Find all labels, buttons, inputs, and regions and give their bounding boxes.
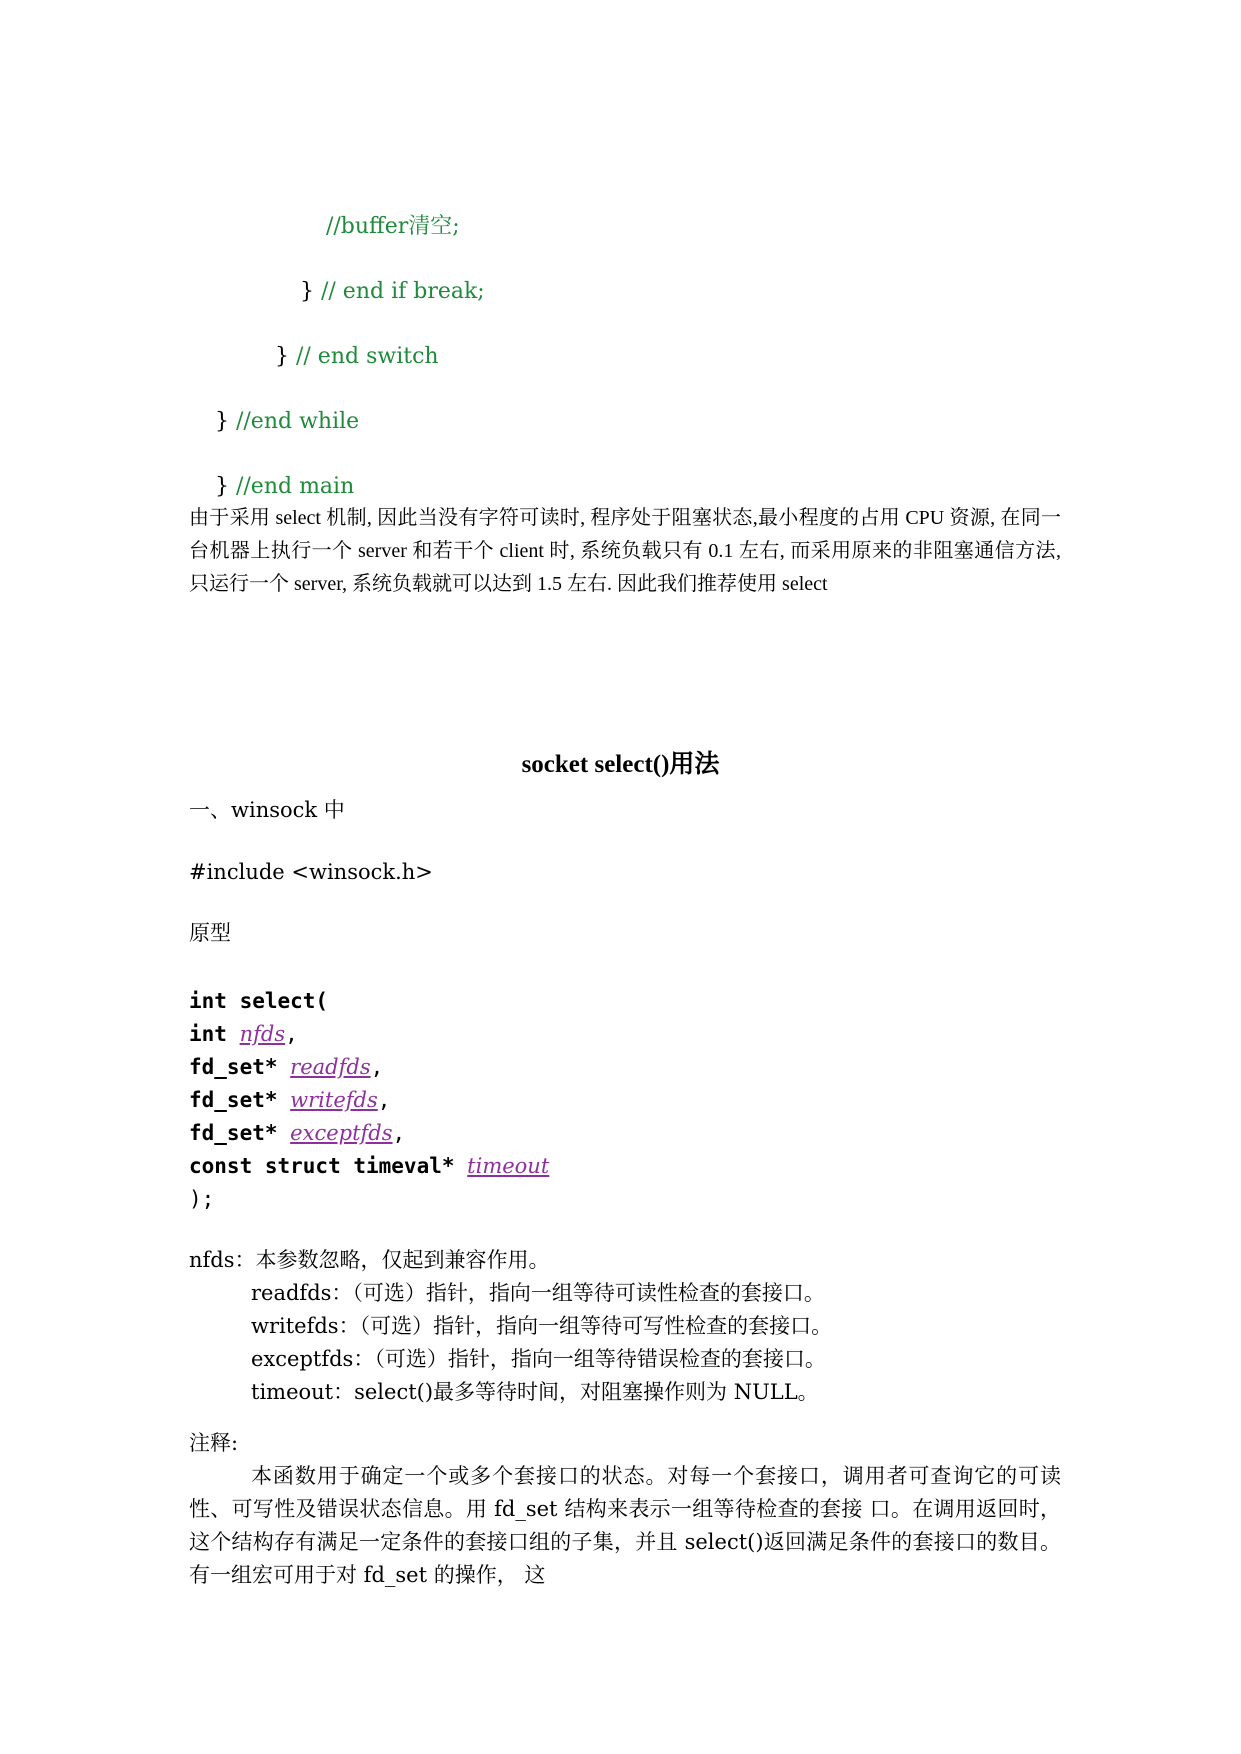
prototype-close: ); [189,1187,215,1211]
code-comment: // end if break; [320,279,485,304]
param-desc-nfds: nfds：本参数忽略，仅起到兼容作用。 [189,1248,550,1272]
prototype-label: 原型 [189,921,231,945]
param-desc-writefds: writefds：（可选）指针，指向一组等待可写性检查的套接口。 [251,1314,833,1338]
arg-type: const struct timeval* [189,1154,455,1178]
prototype-arg [189,1150,549,1183]
arg-name-link[interactable]: nfds [239,1022,286,1046]
prototype-arg [189,1117,549,1150]
prototype-arg [189,1051,549,1084]
parameter-list [189,1244,832,1409]
arg-type: fd_set* [189,1055,278,1079]
code-comment: //buffer清空; [325,214,460,239]
arg-name-link[interactable]: timeout [467,1154,550,1178]
param-desc-exceptfds: exceptfds：（可选）指针，指向一组等待错误检查的套接口。 [251,1347,826,1371]
prototype-arg [189,1018,549,1051]
function-prototype [189,985,549,1216]
code-comment: //end main [235,474,355,499]
notes-label: 注释: [189,1431,239,1455]
code-comment: // end switch [295,344,439,369]
notes-body: 本函数用于确定一个或多个套接口的状态。对每一个套接口，调用者可查询它的可读性、可写性及错误状态信息。用 fd_set 结构来表示一组等待检查的套接 口。在调用返回时，这个结构存有满足一定条件的套接口组的子集，并且 select()返回满足条件的套接口的数目。有一组宏可用于对 fd_set 的操作， 这 [189,1464,1061,1587]
arg-name-link[interactable]: readfds [290,1055,371,1079]
code-brace: } [214,474,229,499]
arg-sep: , [285,1022,298,1046]
prototype-open: int select( [189,989,329,1013]
arg-name-link[interactable]: exceptfds [290,1121,393,1145]
code-brace: } [274,344,289,369]
code-brace: } [299,279,314,304]
arg-sep: , [370,1055,384,1079]
arg-sep: , [392,1121,406,1145]
prototype-arg [189,1084,549,1117]
notes-section [189,1427,1061,1592]
subsection-heading: 一、winsock 中 [189,798,345,822]
param-desc-timeout: timeout：select()最多等待时间，对阻塞操作则为 NULL。 [251,1380,819,1404]
intro-paragraph: 由于采用 select 机制, 因此当没有字符可读时, 程序处于阻塞状态,最小程度的占用 CPU 资源, 在同一台机器上执行一个 server 和若干个 client 时, 系统负载只有 0.1 左右, 而采用原来的非阻塞通信方法, 只运行一个 server, 系统负载就可以达到 1.5 左右. 因此我们推荐使用 select [189,507,1061,595]
arg-type: int [189,1022,227,1046]
code-brace: } [214,409,229,434]
include-line: #include <winsock.h> [189,860,433,884]
arg-type: fd_set* [189,1121,278,1145]
code-comment: //end while [235,409,360,434]
arg-name-link[interactable]: writefds [290,1088,378,1112]
arg-type: fd_set* [189,1088,278,1112]
arg-sep: , [377,1088,391,1112]
section-title: socket select()用法 [521,751,720,778]
param-desc-readfds: readfds：（可选）指针，指向一组等待可读性检查的套接口。 [251,1281,825,1305]
